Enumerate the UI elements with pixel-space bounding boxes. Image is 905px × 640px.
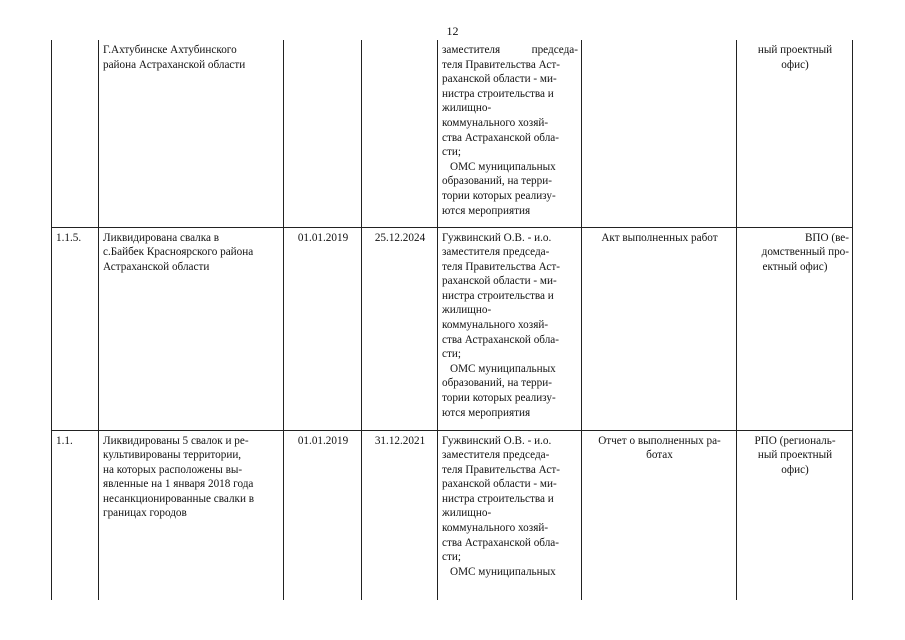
cell-text-line: образований, на терри- [442, 175, 552, 188]
cell-text-line: ства Астраханской обла- [442, 536, 559, 549]
cell-text-line: офис) [781, 58, 809, 71]
cell-text-line: ются мероприятия [442, 406, 531, 419]
cell-text-line: Гужвинский О.В. - и.о. [442, 434, 552, 447]
cell-office [737, 40, 853, 227]
cell-text-line: тории которых реализу- [442, 392, 556, 405]
cell-text-line: ный проектный [757, 44, 833, 56]
cell-responsible [438, 40, 582, 227]
cell-text-line: РПО (региональ- [754, 434, 836, 447]
cell-number [52, 40, 99, 227]
cell-text-line: домственный про- [761, 246, 849, 259]
cell-start-date: 01.01.2019 [284, 227, 362, 430]
cell-text-line: тории которых реализу- [442, 189, 556, 202]
cell-text-line: ства Астраханской обла- [442, 333, 559, 346]
cell-event-name [99, 227, 284, 430]
cell-text-line: с.Байбек Красноярского района [103, 246, 254, 259]
table-row [52, 430, 853, 600]
cell-text-line: теля Правительства Аст- [442, 58, 560, 71]
cell-text-line: несанкционированные свалки в [103, 492, 255, 505]
cell-text-line: заместителя председа- [442, 44, 578, 56]
cell-text-line: ВПО (ве- [804, 231, 849, 244]
cell-number: 1.1.5. [52, 227, 99, 430]
cell-result: Отчет о выполненных ра- ботах [582, 430, 737, 600]
page-number: 12 [446, 24, 459, 38]
plan-table [51, 40, 853, 600]
cell-text-line: ОМС муниципальных [450, 160, 556, 173]
cell-end-date: 31.12.2021 [362, 430, 438, 600]
cell-text-line: нистра строительства и [442, 492, 554, 505]
cell-text-line: раханской области - ми- [442, 275, 557, 288]
cell-text-line: нистра строительства и [442, 87, 554, 100]
cell-text-line: границах городов [103, 507, 187, 520]
cell-text-line: жилищно- [442, 507, 492, 520]
cell-responsible [438, 430, 582, 600]
cell-event-name [99, 430, 284, 600]
cell-text-line: заместителя председа- [442, 246, 550, 259]
cell-result [582, 40, 737, 227]
cell-text-line: сти; [442, 551, 461, 564]
cell-text-line: Г.Ахтубинске Ахтубинского [103, 44, 237, 56]
cell-text-line: явленные на 1 января 2018 года [103, 478, 254, 491]
cell-text-line: Ликвидированы 5 свалок и ре- [103, 434, 249, 447]
cell-text-line: ются мероприятия [442, 204, 531, 217]
cell-text-line: сти; [442, 348, 461, 361]
cell-text-line: заместителя председа- [442, 449, 550, 462]
table-row [52, 40, 853, 227]
cell-text-line: ектный офис) [762, 260, 828, 273]
cell-text-line: ОМС муниципальных [450, 565, 556, 578]
cell-text-line: ОМС муниципальных [450, 362, 556, 375]
cell-text-line: ный проектный [757, 449, 833, 462]
cell-end-date [362, 40, 438, 227]
cell-text-line: культивированы территории, [103, 449, 242, 462]
cell-text-line: раханской области - ми- [442, 478, 557, 491]
cell-text-line: теля Правительства Аст- [442, 463, 560, 476]
cell-text-line: раханской области - ми- [442, 73, 557, 86]
cell-text-line: на которых расположены вы- [103, 463, 243, 476]
table-row [52, 227, 853, 430]
cell-end-date: 25.12.2024 [362, 227, 438, 430]
cell-text-line: нистра строительства и [442, 289, 554, 302]
cell-text-line: ства Астраханской обла- [442, 131, 559, 144]
cell-text-line: образований, на терри- [442, 377, 552, 390]
cell-responsible [438, 227, 582, 430]
cell-office [737, 430, 853, 600]
cell-start-date [284, 40, 362, 227]
cell-text-line: Гужвинский О.В. - и.о. [442, 231, 552, 244]
cell-text-line: сти; [442, 146, 461, 159]
cell-text-line: жилищно- [442, 102, 492, 115]
cell-text-line: района Астраханской области [103, 58, 246, 71]
cell-text-line: коммунального хозяй- [442, 319, 549, 332]
cell-result: Акт выполненных работ [582, 227, 737, 430]
cell-number: 1.1. [52, 430, 99, 600]
cell-text-line: теля Правительства Аст- [442, 260, 560, 273]
cell-office [737, 227, 853, 430]
cell-text-line: Астраханской области [103, 260, 210, 273]
cell-event-name [99, 40, 284, 227]
cell-text-line: жилищно- [442, 304, 492, 317]
cell-text-line: Ликвидирована свалка в [103, 231, 220, 244]
cell-text-line: офис) [781, 463, 809, 476]
cell-text-line: коммунального хозяй- [442, 522, 549, 535]
cell-text-line: коммунального хозяй- [442, 116, 549, 129]
cell-start-date: 01.01.2019 [284, 430, 362, 600]
